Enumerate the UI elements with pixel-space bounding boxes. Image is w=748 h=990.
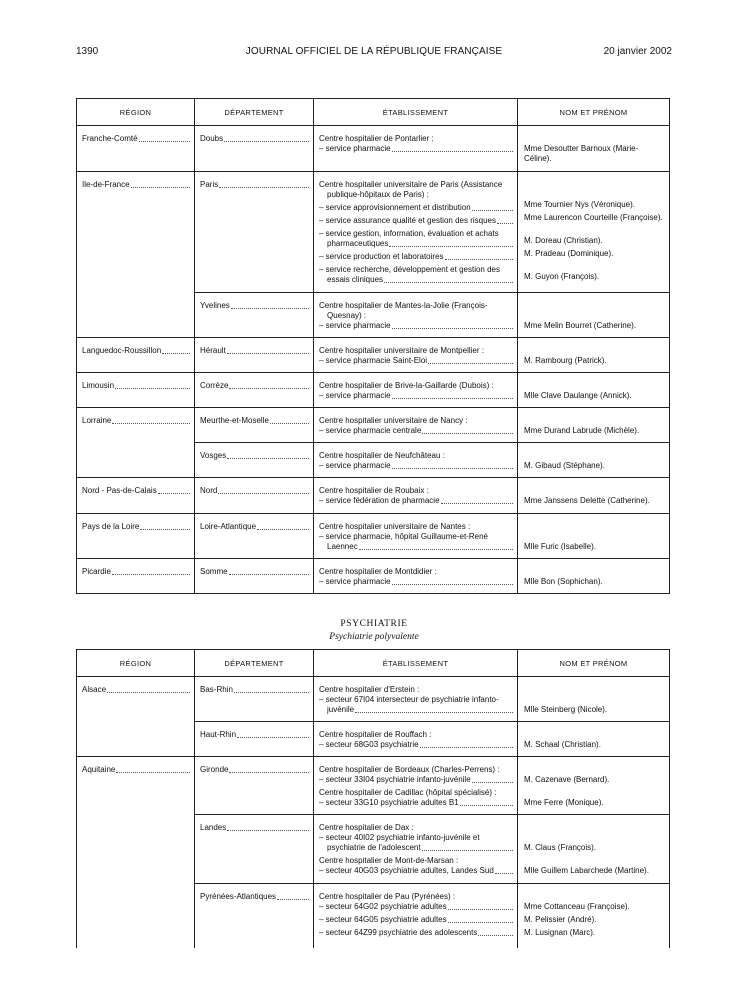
region-cell: Languedoc-Roussillon [82,346,190,356]
etablissement-cell: Centre hospitalier de Neufchâteau : – service pharmacie [314,443,518,478]
etablissement-cell: Centre hospitalier de Pontarlier : – service pharmacie [314,126,518,172]
nom-cell: Mlle Clave Daulange (Annick). [518,373,670,408]
etablissement-cell: Centre hospitalier de Bordeaux (Charles-Perrens) : – secteur 33I04 psychiatrie infanto-juvénile Centre hospitalier de Cadillac (hôpital spécialisé) : – secteur 33G10 psychiatrie adultes B1 [314,757,518,815]
col-etablissement: ÉTABLISSEMENT [314,650,518,677]
departement-cell: Vosges [200,451,309,461]
departement-cell: Pyrénées-Atlantiques [200,892,309,902]
table-row [77,172,670,293]
table-row [77,126,670,172]
etablissement-cell: Centre hospitalier de Mantes-la-Jolie (François-Quesnay) : – service pharmacie [314,293,518,338]
col-region: RÉGION [77,99,195,126]
table-row [77,338,670,373]
nominations-table-psychiatrie [76,649,670,948]
table-header-row [77,650,670,677]
region-cell: Aquitaine [82,765,190,775]
nom-cell: Mme Durand Labrude (Michèle). [518,408,670,443]
departement-cell: Bas-Rhin [200,685,309,695]
departement-cell: Paris [200,180,309,190]
etablissement-cell: Centre hospitalier universitaire de Paris (Assistance publique-hôpitaux de Paris) : – service approvisionnement et distribution – service assurance qualité et gestion des risques – service gestion, information, évaluation et achats pharmaceutiques – service production et laboratoires – service recherche, développement et gestion des essais cliniques [314,172,518,293]
region-cell: Limousin [82,381,190,391]
journal-title: JOURNAL OFFICIEL DE LA RÉPUBLIQUE FRANÇAISE [245,46,503,57]
etablissement-cell: Centre hospitalier de Pau (Pyrénées) : – secteur 64G02 psychiatrie adultes – secteur 64G05 psychiatrie adultes – secteur 64Z99 psychiatrie des adolescents [314,884,518,948]
col-nom-prenom: NOM ET PRÉNOM [518,650,670,677]
etablissement-cell: Centre hospitalier universitaire de Montpellier : – service pharmacie Saint-Eloi [314,338,518,373]
col-region: RÉGION [77,650,195,677]
etablissement-cell: Centre hospitalier de Roubaix : – service fédération de pharmacie [314,478,518,514]
departement-cell: Landes [200,823,309,833]
table-row [77,677,670,722]
nom-cell: Mme Melin Bourret (Catherine). [518,293,670,338]
nom-cell: Mlle Steinberg (Nicole). [518,677,670,722]
etablissement-cell: Centre hospitalier d'Erstein : – secteur 67I04 intersecteur de psychiatrie infanto- juvénile [314,677,518,722]
section-title: PSYCHIATRIE [340,619,408,629]
table-header-row [77,99,670,126]
nom-cell: Mme Cottanceau (Françoise). M. Pelissier (André). M. Lusignan (Marc). [518,884,670,948]
nom-cell: M. Gibaud (Stéphane). [518,443,670,478]
table-row [77,373,670,408]
table-row [77,559,670,594]
region-cell: Pays de la Loire [82,522,190,532]
region-cell: Alsace [82,685,190,695]
departement-cell: Somme [200,567,309,577]
region-cell: Picardie [82,567,190,577]
nom-cell: M. Rambourg (Patrick). [518,338,670,373]
region-cell: Ile-de-France [82,180,190,190]
col-departement: DÉPARTEMENT [195,650,314,677]
etablissement-cell: Centre hospitalier de Rouffach : – secteur 68G03 psychiatrie [314,722,518,757]
etablissement-cell: Centre hospitalier de Dax : – secteur 40I02 psychiatrie infanto-juvénile et psychiatrie de l'adolescent Centre hospitalier de Mont-de-Marsan : – secteur 40G03 psychiatrie adultes, Landes Sud [314,815,518,884]
table-row [77,478,670,514]
departement-cell: Meurthe-et-Moselle [200,416,309,426]
etablissement-cell: Centre hospitalier universitaire de Nantes : – service pharmacie, hôpital Guillaume-et-René Laennec [314,514,518,559]
departement-cell: Gironde [200,765,309,775]
etablissement-cell: Centre hospitalier universitaire de Nancy : – service pharmacie centrale [314,408,518,443]
nom-cell: M. Schaal (Christian). [518,722,670,757]
nominations-table-pharmacie [76,98,670,594]
departement-cell: Hérault [200,346,309,356]
col-etablissement: ÉTABLISSEMENT [314,99,518,126]
nom-cell: Mme Tournier Nys (Véronique). Mme Laurencon Courteille (Françoise). M. Doreau (Christian). M. Pradeau (Dominique). M. Guyon (François). [518,172,670,293]
table-row [77,514,670,559]
page-number: 1390 [76,46,99,57]
etablissement-cell: Centre hospitalier de Brive-la-Gaillarde (Dubois) : – service pharmacie [314,373,518,408]
region-cell: Lorraine [82,416,190,426]
departement-cell: Loire-Atlantique [200,522,309,532]
departement-cell: Haut-Rhin [200,730,309,740]
departement-cell: Nord [200,486,309,496]
publication-date: 20 janvier 2002 [603,46,672,57]
nom-cell: M. Claus (François). Mlle Guillem Labarchede (Martine). [518,815,670,884]
nom-cell: Mlle Furic (Isabelle). [518,514,670,559]
nom-cell: Mme Desoutter Barnoux (Marie-Céline). [518,126,670,172]
page-header [76,46,672,60]
nom-cell: Mlle Bon (Sophichan). [518,559,670,594]
etablissement-cell: Centre hospitalier de Montdidier : – service pharmacie [314,559,518,594]
col-departement: DÉPARTEMENT [195,99,314,126]
table-row [77,757,670,815]
table-row [77,408,670,443]
departement-cell: Doubs [200,134,309,144]
nom-cell: Mme Janssens Delette (Catherine). [518,478,670,514]
departement-cell: Corrèze [200,381,309,391]
departement-cell: Yvelines [200,301,309,311]
nom-cell: M. Cazenave (Bernard). Mme Ferre (Monique). [518,757,670,815]
region-cell: Franche-Comté [82,134,190,144]
col-nom-prenom: NOM ET PRÉNOM [518,99,670,126]
section-subtitle: Psychiatrie polyvalente [329,632,419,642]
region-cell: Nord - Pas-de-Calais [82,486,190,496]
